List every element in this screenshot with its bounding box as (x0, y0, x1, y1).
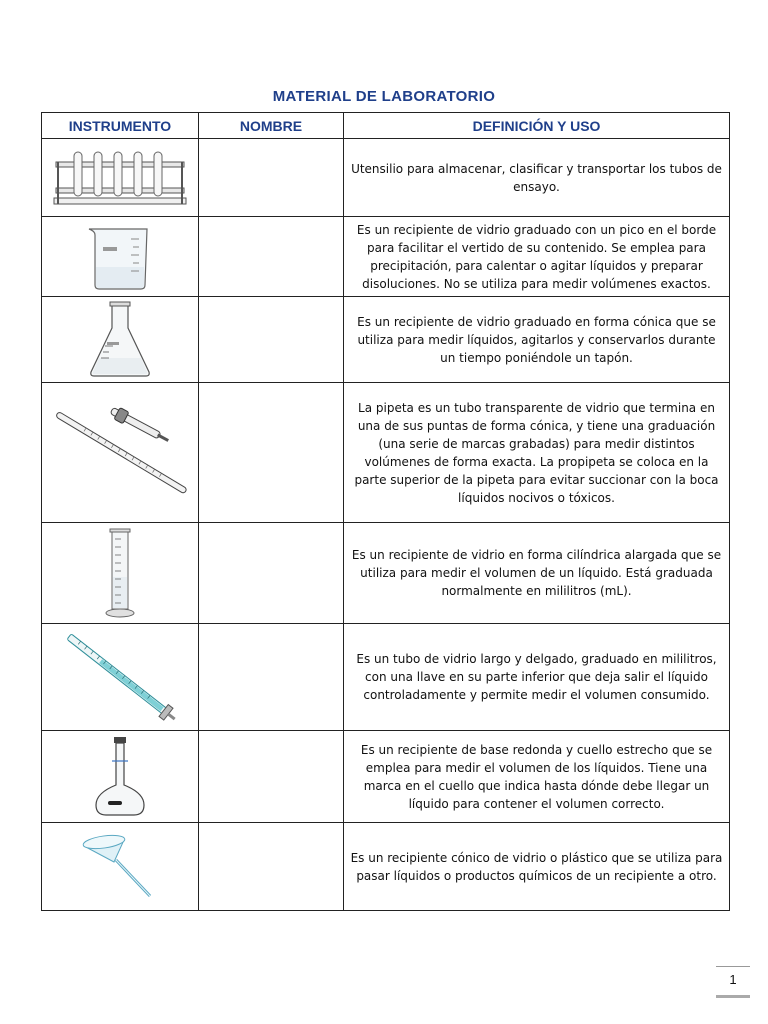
table-row (42, 731, 730, 823)
graduated-cylinder-icon (42, 527, 198, 619)
beaker-icon (42, 223, 198, 291)
erlenmeyer-flask-icon (42, 300, 198, 380)
pipette-icon (42, 403, 198, 503)
name-cell[interactable] (199, 731, 344, 823)
table-row (42, 139, 730, 217)
header-definition: DEFINICIÓN Y USO (344, 113, 730, 139)
definition-cell: Es un recipiente de vidrio graduado con un pico en el borde para facilitar el vertido de su contenido. Se emplea para precipitación, para calentar o agitar líquidos y preparar disoluciones. No se utiliza para medir volúmenes exactos. (344, 217, 730, 297)
instrument-cell (42, 624, 199, 731)
name-cell[interactable] (199, 624, 344, 731)
funnel-icon (42, 832, 198, 902)
page-title: MATERIAL DE LABORATORIO (272, 88, 496, 105)
name-cell[interactable] (199, 383, 344, 523)
burette-icon (42, 629, 198, 725)
instrument-cell (42, 297, 199, 383)
header-instrument: INSTRUMENTO (42, 113, 199, 139)
instrument-cell (42, 731, 199, 823)
instrument-cell (42, 823, 199, 911)
name-cell[interactable] (199, 823, 344, 911)
table-row (42, 823, 730, 911)
name-cell[interactable] (199, 139, 344, 217)
definition-cell: Utensilio para almacenar, clasificar y transportar los tubos de ensayo. (344, 139, 730, 217)
table-row (42, 523, 730, 624)
name-cell[interactable] (199, 523, 344, 624)
table-header-row (42, 113, 730, 139)
page-number: 1 (716, 966, 750, 998)
definition-cell: Es un recipiente cónico de vidrio o plástico que se utiliza para pasar líquidos o productos químicos de un recipiente a otro. (344, 823, 730, 911)
name-cell[interactable] (199, 217, 344, 297)
definition-cell: Es un tubo de vidrio largo y delgado, graduado en mililitros, con una llave en su parte inferior que deja salir el líquido controladamente y permite medir el volumen consumido. (344, 624, 730, 731)
definition-cell: Es un recipiente de vidrio graduado en forma cónica que se utiliza para medir líquidos, agitarlos y conservarlos durante un tiempo poniéndole un tapón. (344, 297, 730, 383)
instrument-cell (42, 217, 199, 297)
header-name: NOMBRE (199, 113, 344, 139)
name-cell[interactable] (199, 297, 344, 383)
lab-material-table (41, 112, 730, 911)
table-row (42, 217, 730, 297)
definition-cell: Es un recipiente de base redonda y cuello estrecho que se emplea para medir el volumen de los líquidos. Tiene una marca en el cuello que indica hasta dónde debe llegar un líquido para contener el volumen correcto. (344, 731, 730, 823)
instrument-cell (42, 523, 199, 624)
instrument-cell (42, 139, 199, 217)
table-row (42, 624, 730, 731)
instrument-cell (42, 383, 199, 523)
test-tube-rack-icon (42, 148, 198, 208)
definition-cell: La pipeta es un tubo transparente de vidrio que termina en una de sus puntas de forma cónica, y tiene una graduación (una serie de marcas grabadas) para medir distintos volúmenes de forma exacta. La propipeta se coloca en la parte superior de la pipeta para evitar succionar con la boca líquidos nocivos o tóxicos. (344, 383, 730, 523)
volumetric-flask-icon (42, 735, 198, 819)
table-row (42, 383, 730, 523)
definition-cell: Es un recipiente de vidrio en forma cilíndrica alargada que se utiliza para medir el volumen de un líquido. Está graduada normalmente en mililitros (mL). (344, 523, 730, 624)
table-row (42, 297, 730, 383)
